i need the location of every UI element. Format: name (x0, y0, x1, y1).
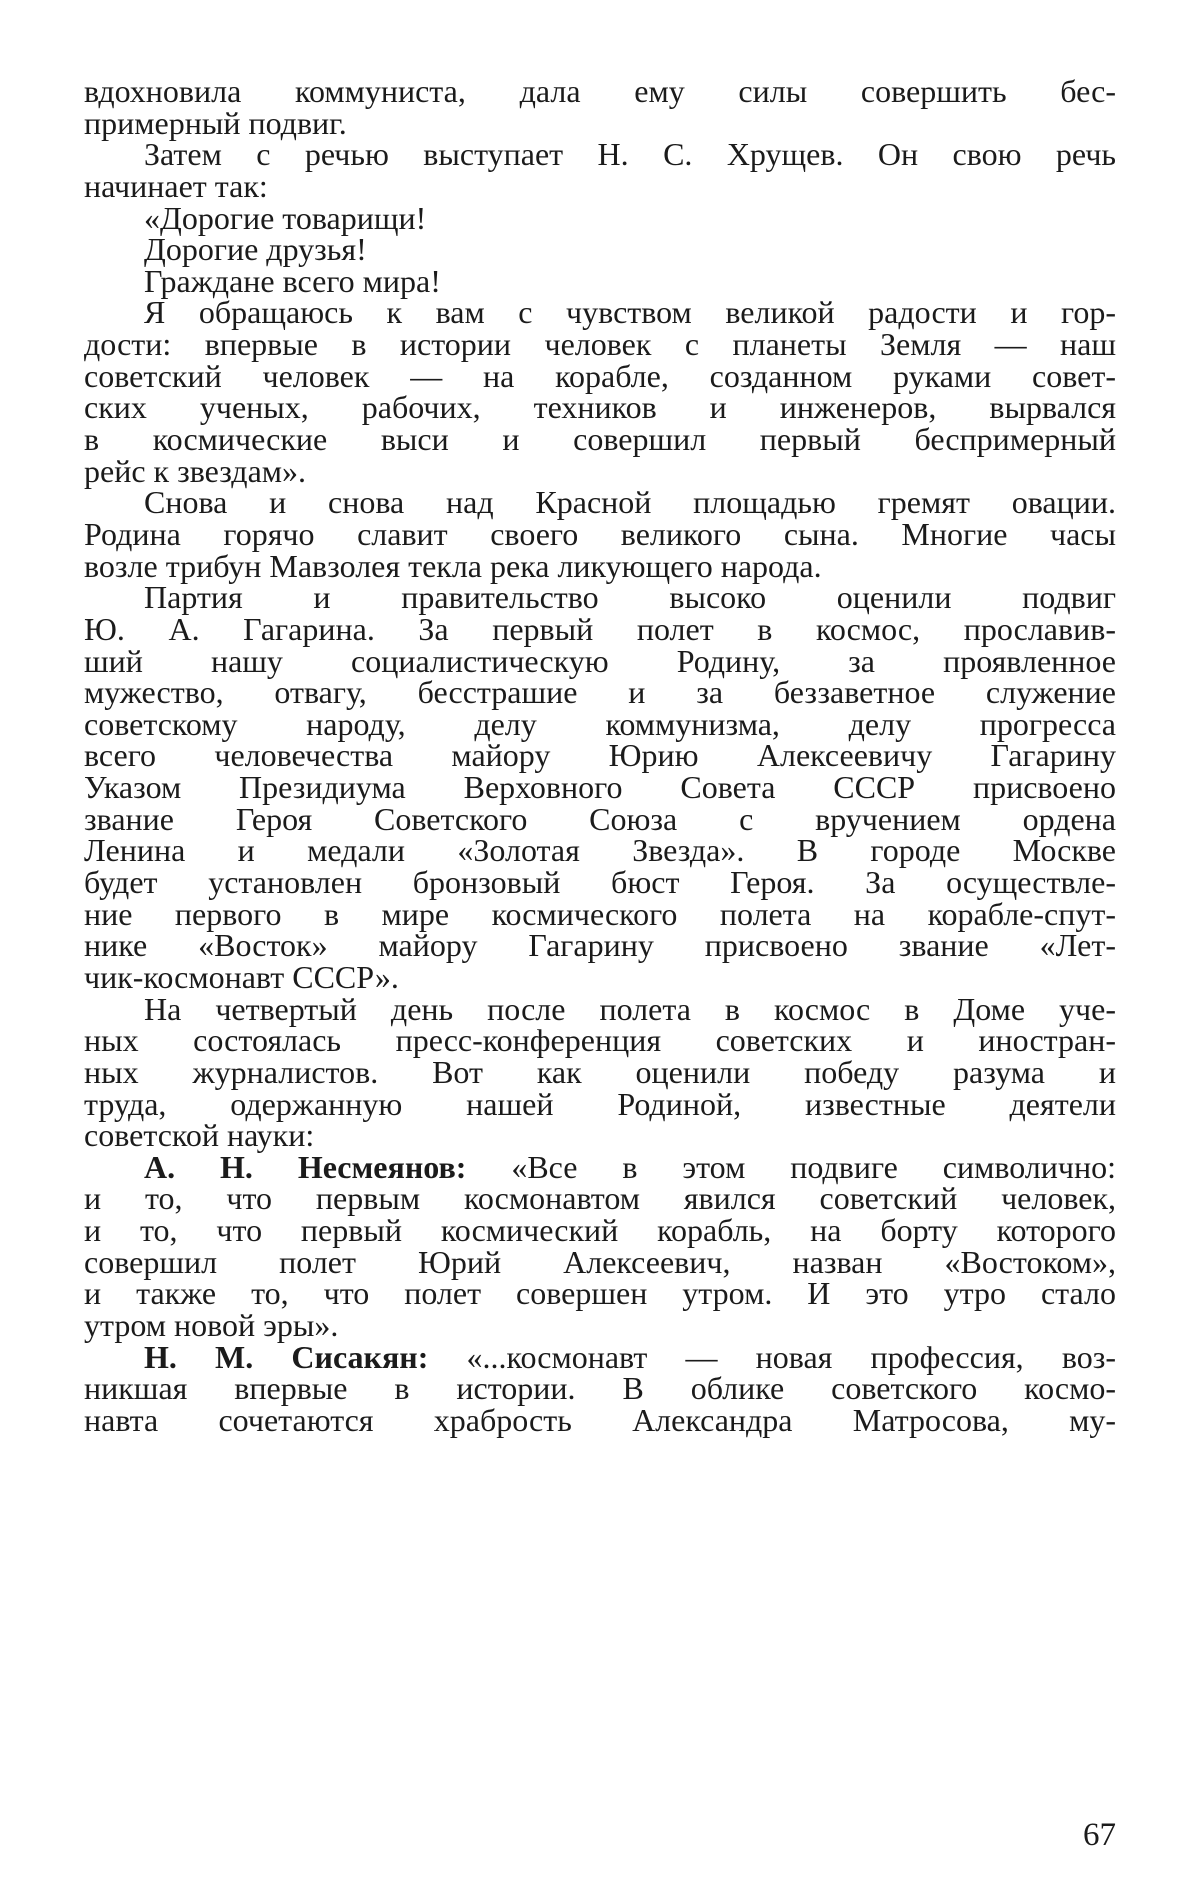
text-line: На четвертый день после полета в космос в Доме уче- (144, 990, 1116, 1027)
text-line: нике «Восток» майору Гагарину присвоено звание «Лет- (84, 927, 1116, 964)
page-body-text (84, 73, 1117, 1438)
text-line: советской науки: (84, 1117, 315, 1154)
text-line: труда, одержанную нашей Родиной, известные деятели (84, 1085, 1116, 1122)
text-line: рейс к звездам». (84, 452, 307, 489)
text-line: Ю. А. Гагарина. За первый полет в космос, прославив- (84, 610, 1116, 647)
text-line: Я обращаюсь к вам с чувством великой радости и гор- (144, 294, 1116, 331)
text-line: Указом Президиума Верховного Совета СССР присвоено (84, 769, 1116, 806)
text-line: и то, что первый космический корабль, на борту которого (84, 1212, 1116, 1249)
text-line: дости: впервые в истории человек с планеты Земля — наш (84, 326, 1116, 363)
text-line: в космические выси и совершил первый беспримерный (84, 421, 1116, 458)
text-line: чик-космонавт СССР». (84, 958, 399, 995)
text-line (84, 1338, 1116, 1375)
text-line: утром новой эры». (84, 1306, 339, 1343)
text-line: Затем с речью выступает Н. С. Хрущев. Он свою речь (144, 136, 1116, 173)
text-line: ние первого в мире космического полета на корабле-спут- (84, 895, 1116, 932)
speaker-quote: «...космонавт — новая профессия, воз- (428, 1338, 1116, 1375)
page-number: 67 (1083, 1817, 1116, 1853)
text-line: ных состоялась пресс-конференция советских и иностран- (84, 1022, 1116, 1059)
text-line: Снова и снова над Красной площадью гремят овации. (144, 484, 1116, 521)
text-line: Партия и правительство высоко оценили подвиг (144, 579, 1116, 616)
text-line: мужество, отвагу, бесстрашие и за беззаветное служение (84, 674, 1116, 711)
text-line: «Дорогие товарищи! (144, 199, 427, 236)
text-line: ских ученых, рабочих, техников и инженеров, вырвался (84, 389, 1116, 426)
text-line: начинает так: (84, 167, 268, 204)
text-line: вдохновила коммуниста, дала ему силы совершить бес- (84, 73, 1116, 109)
text-line: Дорогие друзья! (144, 231, 367, 268)
text-line: и также то, что полет совершен утром. И это утро стало (84, 1275, 1116, 1312)
speaker-name: Н. М. Сисакян: (144, 1338, 429, 1375)
text-line: Граждане всего мира! (144, 262, 441, 299)
speaker-name: А. Н. Несмеянов: (144, 1148, 467, 1185)
text-line (84, 1148, 1117, 1185)
text-line: Ленина и медали «Золотая Звезда». В городе Москве (84, 832, 1116, 869)
text-line: ных журналистов. Вот как оценили победу разума и (84, 1053, 1116, 1090)
text-line: советскому народу, делу коммунизма, делу прогресса (84, 705, 1116, 742)
text-line: советский человек — на корабле, созданном руками совет- (84, 357, 1116, 394)
text-line: ший нашу социалистическую Родину, за проявленное (84, 642, 1116, 679)
text-line: никшая впервые в истории. В облике советского космо- (84, 1370, 1116, 1407)
speaker-quote: «Все в этом подвиге символично: (466, 1148, 1117, 1185)
text-line: звание Героя Советского Союза с вручением ордена (84, 800, 1116, 837)
text-line: будет установлен бронзовый бюст Героя. За осуществле- (84, 864, 1116, 901)
text-line: возле трибун Мавзолея текла река ликующего народа. (84, 547, 822, 584)
text-line: и то, что первым космонавтом явился советский человек, (84, 1180, 1116, 1217)
text-line: примерный подвиг. (84, 104, 347, 141)
text-line: навта сочетаются храбрость Александра Матросова, му- (84, 1401, 1116, 1438)
text-line: Родина горячо славит своего великого сына. Многие часы (84, 515, 1116, 552)
text-line: совершил полет Юрий Алексеевич, назван «Востоком», (84, 1243, 1116, 1280)
text-line: всего человечества майору Юрию Алексеевичу Гагарину (84, 737, 1116, 774)
